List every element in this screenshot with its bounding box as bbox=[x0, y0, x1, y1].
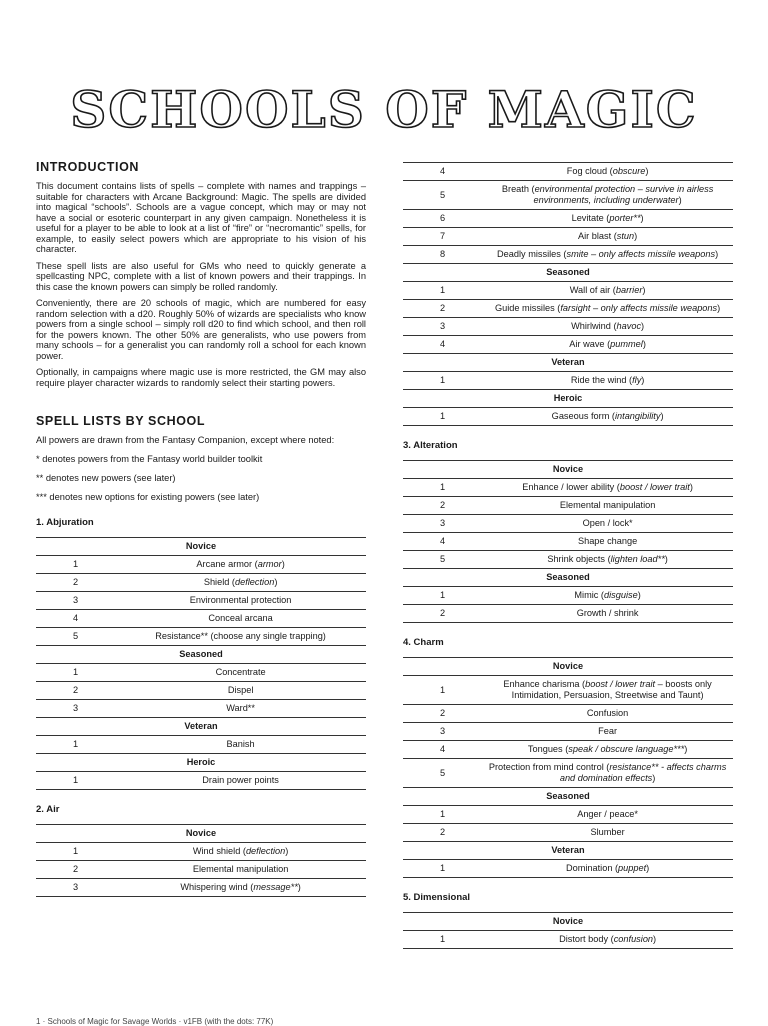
table-row bbox=[36, 592, 366, 610]
spell-number: 2 bbox=[36, 682, 115, 700]
spell-number: 3 bbox=[403, 515, 482, 533]
spell-number: 1 bbox=[36, 843, 115, 861]
spell-name: Whispering wind (message**) bbox=[115, 879, 366, 897]
spell-name: Conceal arcana bbox=[115, 610, 366, 628]
rank-row bbox=[403, 842, 733, 860]
rank-row bbox=[36, 646, 366, 664]
spell-trapping: smite – only affects missile weapons bbox=[566, 249, 716, 259]
spell-number: 3 bbox=[36, 700, 115, 718]
spell-trapping: farsight – only affects missile weapons bbox=[560, 303, 718, 313]
spell-trapping: porter** bbox=[609, 213, 641, 223]
rank-label: Novice bbox=[403, 913, 733, 931]
school-table bbox=[403, 657, 733, 878]
intro-paragraph: Optionally, in campaigns where magic use is more restricted, the GM may also require player character wizards to randomly select their starting powers. bbox=[36, 367, 366, 388]
rank-row bbox=[403, 658, 733, 676]
spell-name: Domination (puppet) bbox=[482, 860, 733, 878]
spell-name: Environmental protection bbox=[115, 592, 366, 610]
spell-name: Dispel bbox=[115, 682, 366, 700]
spell-name: Air blast (stun) bbox=[482, 228, 733, 246]
rank-row bbox=[36, 754, 366, 772]
spell-number: 1 bbox=[403, 372, 482, 390]
spell-name: Shrink objects (lighten load**) bbox=[482, 551, 733, 569]
spell-name: Shield (deflection) bbox=[115, 574, 366, 592]
spell-trapping: message** bbox=[253, 882, 298, 892]
spell-number: 3 bbox=[403, 318, 482, 336]
table-row bbox=[36, 664, 366, 682]
introduction-heading: INTRODUCTION bbox=[36, 160, 140, 174]
spell-trapping: disguise bbox=[604, 590, 638, 600]
spell-number: 5 bbox=[36, 628, 115, 646]
spell-number: 1 bbox=[403, 860, 482, 878]
intro-paragraph: Conveniently, there are 20 schools of magic, which are numbered for easy random selection with a d20. Roughly 50% of wizards are specialists who know powers from a single school – simply roll d20 to find which school, and then roll for the powers known. The other 50% are generalists, who use powers from many schools – for a generalist you can randomly roll a school for each known power. bbox=[36, 298, 366, 361]
spell-number: 1 bbox=[403, 408, 482, 426]
page-footer: 1 · Schools of Magic for Savage Worlds · v1FB (with the dots: 77K) bbox=[36, 1017, 274, 1026]
spell-number: 2 bbox=[403, 605, 482, 623]
school-heading: 3. Alteration bbox=[403, 440, 458, 451]
table-row bbox=[403, 533, 733, 551]
spell-number: 4 bbox=[403, 741, 482, 759]
school-table bbox=[403, 460, 733, 623]
table-row bbox=[36, 772, 366, 790]
table-row bbox=[403, 497, 733, 515]
spell-name: Deadly missiles (smite – only affects missile weapons) bbox=[482, 246, 733, 264]
school-table bbox=[403, 912, 733, 949]
introduction-section bbox=[36, 160, 366, 388]
spell-name: Elemental manipulation bbox=[115, 861, 366, 879]
spell-name: Concentrate bbox=[115, 664, 366, 682]
spell-number: 1 bbox=[36, 664, 115, 682]
table-row bbox=[403, 741, 733, 759]
spell-number: 4 bbox=[36, 610, 115, 628]
spell-number: 4 bbox=[403, 163, 482, 181]
spell-number: 5 bbox=[403, 181, 482, 210]
spell-name: Resistance** (choose any single trapping) bbox=[115, 628, 366, 646]
spell-number: 1 bbox=[36, 736, 115, 754]
spell-number: 1 bbox=[403, 587, 482, 605]
spell-number: 2 bbox=[403, 705, 482, 723]
spell-trapping: armor bbox=[257, 559, 282, 569]
right-school-tables bbox=[403, 440, 733, 949]
rank-label: Novice bbox=[403, 461, 733, 479]
rank-row bbox=[403, 788, 733, 806]
rank-row bbox=[403, 569, 733, 587]
table-row bbox=[36, 843, 366, 861]
spell-number: 2 bbox=[403, 497, 482, 515]
spell-name: Open / lock* bbox=[482, 515, 733, 533]
table-row bbox=[36, 628, 366, 646]
rank-row bbox=[36, 538, 366, 556]
spell-name: Ward** bbox=[115, 700, 366, 718]
right-column bbox=[403, 162, 733, 949]
table-row bbox=[403, 587, 733, 605]
spell-name: Fear bbox=[482, 723, 733, 741]
spell-trapping: fly bbox=[632, 375, 642, 385]
spell-number: 4 bbox=[403, 336, 482, 354]
spell-trapping: intangibility bbox=[614, 411, 661, 421]
table-row bbox=[403, 181, 733, 210]
spell-number: 2 bbox=[36, 861, 115, 879]
note-line: All powers are drawn from the Fantasy Companion, except where noted: bbox=[36, 435, 335, 445]
spell-trapping: barrier bbox=[615, 285, 643, 295]
spell-number: 7 bbox=[403, 228, 482, 246]
table-row bbox=[36, 682, 366, 700]
rank-row bbox=[403, 264, 733, 282]
table-row bbox=[403, 318, 733, 336]
spell-number: 1 bbox=[403, 282, 482, 300]
rank-label: Novice bbox=[36, 538, 366, 556]
spell-name: Growth / shrink bbox=[482, 605, 733, 623]
school-table bbox=[36, 537, 366, 790]
spell-number: 3 bbox=[36, 879, 115, 897]
rank-label: Heroic bbox=[403, 390, 733, 408]
table-row bbox=[403, 163, 733, 181]
table-row bbox=[403, 723, 733, 741]
rank-label: Seasoned bbox=[36, 646, 366, 664]
spell-number: 1 bbox=[403, 931, 482, 949]
school-table bbox=[36, 824, 366, 897]
table-row bbox=[403, 210, 733, 228]
left-column bbox=[36, 160, 366, 897]
spell-number: 1 bbox=[403, 806, 482, 824]
spell-name: Gaseous form (intangibility) bbox=[482, 408, 733, 426]
spell-lists-heading: SPELL LISTS BY SCHOOL bbox=[36, 414, 206, 428]
spell-trapping: boost / lower trait bbox=[585, 679, 656, 689]
rank-row bbox=[403, 390, 733, 408]
table-row bbox=[403, 605, 733, 623]
spell-number: 8 bbox=[403, 246, 482, 264]
table-row bbox=[403, 806, 733, 824]
spell-trapping: lighten load** bbox=[610, 554, 665, 564]
table-row bbox=[403, 336, 733, 354]
table-row bbox=[403, 551, 733, 569]
spell-name: Confusion bbox=[482, 705, 733, 723]
rank-label: Veteran bbox=[403, 842, 733, 860]
spell-name: Fog cloud (obscure) bbox=[482, 163, 733, 181]
spell-name: Wind shield (deflection) bbox=[115, 843, 366, 861]
table-row bbox=[403, 515, 733, 533]
table-row bbox=[403, 931, 733, 949]
rank-label: Seasoned bbox=[403, 569, 733, 587]
table-row bbox=[403, 824, 733, 842]
spell-name: Arcane armor (armor) bbox=[115, 556, 366, 574]
spell-name: Protection from mind control (resistance** - affects charms and domination effects) bbox=[482, 759, 733, 788]
note-line: *** denotes new options for existing powers (see later) bbox=[36, 492, 260, 502]
spell-number: 1 bbox=[403, 479, 482, 497]
table-row bbox=[36, 736, 366, 754]
rank-label: Novice bbox=[36, 825, 366, 843]
table-row bbox=[36, 556, 366, 574]
spell-trapping: pummel bbox=[610, 339, 643, 349]
note-line: ** denotes new powers (see later) bbox=[36, 473, 176, 483]
spell-number: 2 bbox=[36, 574, 115, 592]
school-heading: 5. Dimensional bbox=[403, 892, 471, 903]
spell-number: 5 bbox=[403, 759, 482, 788]
rank-label: Heroic bbox=[36, 754, 366, 772]
spell-number: 4 bbox=[403, 533, 482, 551]
spell-trapping: speak / obscure language*** bbox=[568, 744, 685, 754]
spell-name: Banish bbox=[115, 736, 366, 754]
table-row bbox=[403, 860, 733, 878]
spell-number: 1 bbox=[403, 676, 482, 705]
table-row bbox=[403, 372, 733, 390]
spell-name: Air wave (pummel) bbox=[482, 336, 733, 354]
spell-trapping: confusion bbox=[613, 934, 654, 944]
table-row bbox=[403, 300, 733, 318]
spell-name: Slumber bbox=[482, 824, 733, 842]
spell-number: 3 bbox=[403, 723, 482, 741]
spell-trapping: resistance** - affects charms and domination effects bbox=[559, 762, 727, 783]
rank-row bbox=[36, 718, 366, 736]
spell-name: Elemental manipulation bbox=[482, 497, 733, 515]
spell-name: Ride the wind (fly) bbox=[482, 372, 733, 390]
school-heading: 4. Charm bbox=[403, 637, 444, 648]
spell-name: Mimic (disguise) bbox=[482, 587, 733, 605]
spell-name: Distort body (confusion) bbox=[482, 931, 733, 949]
spell-name: Tongues (speak / obscure language***) bbox=[482, 741, 733, 759]
intro-paragraph: These spell lists are also useful for GMs who need to quickly generate a spellcasting NPC, complete with a list of known powers and their trappings. In this case the known powers can simply be rolled randomly. bbox=[36, 260, 366, 292]
spell-number: 3 bbox=[36, 592, 115, 610]
table-row bbox=[403, 282, 733, 300]
table-row bbox=[403, 676, 733, 705]
note-line: * denotes powers from the Fantasy world builder toolkit bbox=[36, 454, 263, 464]
rank-label: Seasoned bbox=[403, 264, 733, 282]
spell-trapping: deflection bbox=[245, 846, 286, 856]
left-school-tables bbox=[36, 517, 366, 897]
rank-label: Veteran bbox=[36, 718, 366, 736]
table-row bbox=[403, 479, 733, 497]
spell-number: 1 bbox=[36, 772, 115, 790]
table-row bbox=[403, 246, 733, 264]
rank-label: Seasoned bbox=[403, 788, 733, 806]
table-row bbox=[403, 759, 733, 788]
school-heading: 2. Air bbox=[36, 804, 60, 815]
spell-name: Enhance charisma (boost / lower trait – boosts only Intimidation, Persuasion, Streetwise and Taunt) bbox=[482, 676, 733, 705]
spell-trapping: stun bbox=[616, 231, 635, 241]
school-heading: 1. Abjuration bbox=[36, 517, 94, 528]
spell-number: 1 bbox=[36, 556, 115, 574]
table-row bbox=[403, 408, 733, 426]
rank-row bbox=[403, 913, 733, 931]
spell-trapping: boost / lower trait bbox=[619, 482, 690, 492]
page-title: SCHOOLS OF MAGIC bbox=[70, 80, 698, 139]
rank-label: Veteran bbox=[403, 354, 733, 372]
table-row bbox=[403, 705, 733, 723]
table-row bbox=[36, 700, 366, 718]
spell-name: Levitate (porter**) bbox=[482, 210, 733, 228]
rank-row bbox=[403, 354, 733, 372]
spell-trapping: environmental protection – survive in airless environments, including underwater bbox=[533, 184, 714, 205]
spell-name: Enhance / lower ability (boost / lower trait) bbox=[482, 479, 733, 497]
spell-name: Wall of air (barrier) bbox=[482, 282, 733, 300]
table-row bbox=[36, 610, 366, 628]
spell-number: 5 bbox=[403, 551, 482, 569]
table-row bbox=[36, 879, 366, 897]
air-table-continued bbox=[403, 162, 733, 426]
spell-number: 2 bbox=[403, 824, 482, 842]
spell-trapping: havoc bbox=[616, 321, 642, 331]
spell-number: 2 bbox=[403, 300, 482, 318]
rank-label: Novice bbox=[403, 658, 733, 676]
table-row bbox=[403, 228, 733, 246]
spell-name: Guide missiles (farsight – only affects missile weapons) bbox=[482, 300, 733, 318]
rank-row bbox=[36, 825, 366, 843]
spell-trapping: puppet bbox=[618, 863, 647, 873]
spell-number: 6 bbox=[403, 210, 482, 228]
spell-name: Breath (environmental protection – survive in airless environments, including underwater) bbox=[482, 181, 733, 210]
intro-paragraph: This document contains lists of spells – complete with names and trappings – suitable for characters with Arcane Background: Magic. The spells are divided into magical “schools”. Schools are a vague concept, which may or may not have a social or esoteric counterpart in any given campaign. Nonetheless it is useful for a player to be able to look at a list of “fire” or “necromantic” spells, for example, to easily select powers which are appropriate to his vision of his character. bbox=[36, 181, 366, 254]
spell-name: Shape change bbox=[482, 533, 733, 551]
spell-trapping: obscure bbox=[612, 166, 646, 176]
spell-name: Drain power points bbox=[115, 772, 366, 790]
rank-row bbox=[403, 461, 733, 479]
spell-name: Anger / peace* bbox=[482, 806, 733, 824]
spell-name: Whirlwind (havoc) bbox=[482, 318, 733, 336]
table-row bbox=[36, 574, 366, 592]
spell-trapping: deflection bbox=[234, 577, 275, 587]
table-row bbox=[36, 861, 366, 879]
